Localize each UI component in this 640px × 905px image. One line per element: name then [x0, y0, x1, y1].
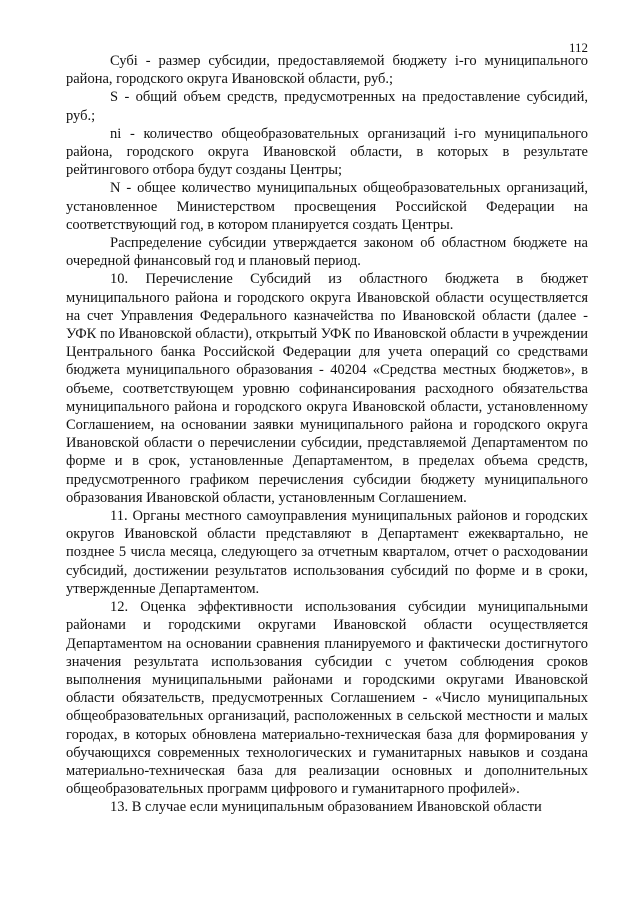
- page-number: 112: [568, 40, 588, 55]
- paragraph-total-organizations: N - общее количество муниципальных общеобразовательных организаций, установленное Министерством просвещения Российской Федерации на соответствующий год, в котором планируется создать Центры.: [66, 180, 588, 233]
- paragraph-clause-13: 13. В случае если муниципальным образованием Ивановской области: [110, 799, 542, 816]
- paragraph-distribution: Распределение субсидии утверждается законом об областном бюджете на очередной финансовый год и плановый период.: [66, 235, 588, 270]
- paragraph-clause-12: 12. Оценка эффективности использования субсидии муниципальными районами и городскими округами Ивановской области осуществляется Департаментом на основании сравнения планируемого и фактически достигнутого значения результата использования субсидии с учетом соблюдения сроков выполнения муниципальными районами и городскими округами Ивановской области обязательств, предусмотренных Соглашением - «Число муниципальных общеобразовательных организаций, расположенных в сельской местности и малых городах, в которых обновлена материально-техническая база для формирования у обучающихся современных технологических и гуманитарных навыков и создана материально-техническая база для реализации основных и дополнительных общеобразовательных программ цифрового и гуманитарного профилей».: [66, 599, 588, 798]
- paragraph-clause-11: 11. Органы местного самоуправления муниципальных районов и городских округов Ивановской области представляют в Департамент ежеквартально, не позднее 5 числа месяца, следующего за отчетным кварталом, отчет о расходовании субсидий, достижении результатов использования субсидий по форме и в сроки, утвержденные Департаментом.: [66, 508, 588, 597]
- paragraph-clause-10: 10. Перечисление Субсидий из областного бюджета в бюджет муниципального района и городского округа Ивановской области осуществляется на счет Управления Федерального казначейства по Ивановской области (далее - УФК по Ивановской области), открытый УФК по Ивановской области в учреждении Центрального банка Российской Федерации для учета операций со средствами бюджета муниципального образования - 40204 «Средства местных бюджетов», в объеме, соответствующем уровню софинансирования расходного обязательства муниципального района и городского округа Ивановской области, установленному Соглашением, на основании заявки муниципального района и городского округа Ивановской области о перечислении субсидии, представляемой Департаментом по форме и в срок, установленные Департаментом, в пределах объема средств, предусмотренного графиком перечисления субсидии бюджету муниципального образования Ивановской области, установленным Соглашением.: [66, 271, 588, 506]
- document-body: [66, 52, 588, 817]
- paragraph-subsidy-size: Субi - размер субсидии, предоставляемой бюджету i-го муниципального района, городского округа Ивановской области, руб.;: [66, 53, 588, 88]
- paragraph-total-volume: S - общий объем средств, предусмотренных на предоставление субсидий, руб.;: [66, 89, 588, 124]
- paragraph-organizations-count: ni - количество общеобразовательных организаций i-го муниципального района, городского округа Ивановской области, в которых в результате рейтингового отбора будут созданы Центры;: [66, 125, 588, 179]
